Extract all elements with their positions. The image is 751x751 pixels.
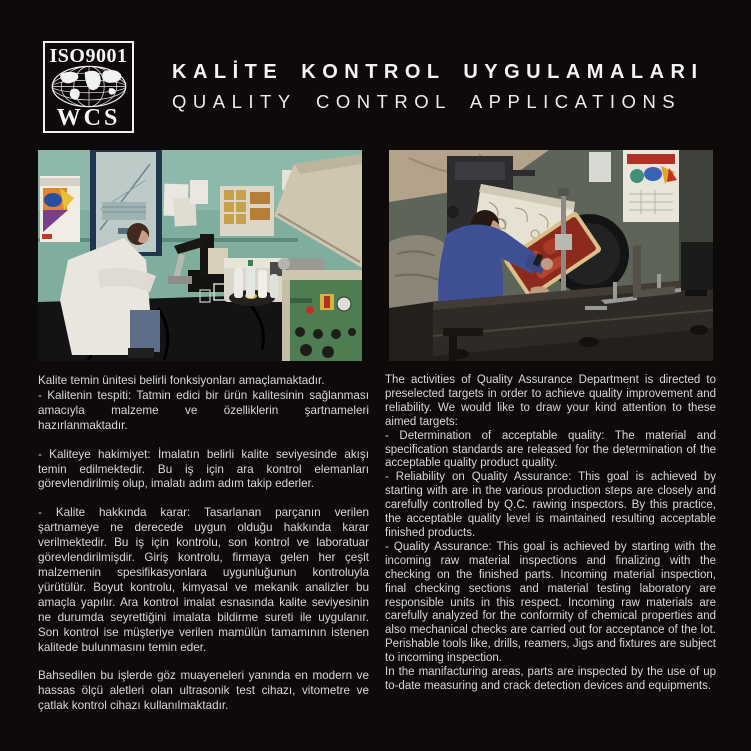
text-block	[38, 669, 369, 714]
paragraph: - Determination of acceptable quality: The material and specification standards are released for the determination of the acceptable quality product quality.	[385, 429, 716, 470]
wcs-label: WCS	[56, 105, 121, 131]
photo-inspection-room	[389, 150, 713, 361]
paragraph: - Kaliteye hakimiyet: İmalatın belirli kalite seviyesinde akışı temin edilmektedir. Bu iş için ara kontrol elemanları görevlendirilmiş olup, imalatı adım adım takip ederler.	[38, 447, 369, 491]
body-text-turkish	[38, 374, 369, 714]
paragraph: - Kalitenin tespiti: Tatmin edici bir ürün kalitesinin sağlanması amacıyla malzeme ve özelliklerin şartnameleri hazırlanmaktadır.	[38, 388, 369, 432]
text-block	[38, 374, 369, 434]
paragraph: - Quality Assurance: This goal is achieved by starting with the incoming raw material inspections and finalizing with the checking on the finished parts. Incoming material inspection, final checking sections and material testing laboratory are responsible units in this respect. Incoming raw materials are carefully analyzed for the conformity of chemical properties and also mechanical checks are carried out for acceptance of the lot. Perishable tools like, drills, reamers, Jigs and fixtures are subject to incoming inspection.	[385, 540, 716, 665]
globe-icon	[47, 65, 131, 108]
paragraph: - Kalite hakkında karar: Tasarlanan parçanın verilen şartnameye ne derecede uygun olduğu hakkında karar verilmektedir. Bu iş için kontrolu, son kontrol ve laboratuar görevlendirilmişdir. Giriş kontrolu, firmaya gelen her çeşit malzemenin spesifikasyonlara uygunluğunun kontroluyla yürütülür. Boyut kontrolu, kimyasal ve mekanik analizler bu amaçla yapılır. Ara kontrol imalat esnasında kalite seviyesinin ne durumda seyrettiğini imalata bildirme sureti ile uygulanır. Son kontrol ise müşteriye verilen mamülün tamamının istenen kalitede bulunmasını temin eder.	[38, 506, 369, 654]
page-title-english: QUALITY CONTROL APPLICATIONS	[172, 91, 682, 112]
photo-metallography-lab	[38, 150, 362, 361]
iso9001-wcs-logo	[43, 41, 134, 133]
text-block	[38, 506, 369, 655]
text-block	[385, 374, 716, 694]
page-header	[172, 57, 732, 117]
body-text-english	[385, 374, 716, 694]
text-block	[38, 448, 369, 493]
page-title-turkish: KALİTE KONTROL UYGULAMALARI	[172, 61, 704, 83]
paragraph: - Reliability on Quality Assurance: This goal is achieved by starting with are in the various production steps are closely and carefully controlled by Q.C. rawing inspectors. By this practice, the acceptable quality level is maintained resulting acceptable finished products.	[385, 471, 716, 539]
paragraph: In the manifacturing areas, parts are inspected by the use of up to-date measuring and crack detection devices and equipments.	[385, 666, 716, 692]
paragraph: Kalite temin ünitesi belirli fonksiyonları amaçlamaktadır.	[38, 374, 325, 387]
paragraph: Bahsedilen bu işlerde göz muayeneleri yanında en modern ve hassas ölçü aletleri olan ultrasonik test cihazı, vitometre ve çatlak kontrol cihazı kullanılmaktadır.	[38, 669, 369, 713]
paragraph: The activities of Quality Assurance Department is directed to preselected targets in order to achieve quality improvement and reliability. We would like to draw your kind attention to these aimed targets:	[385, 374, 716, 428]
iso9001-label: ISO9001	[49, 45, 128, 67]
